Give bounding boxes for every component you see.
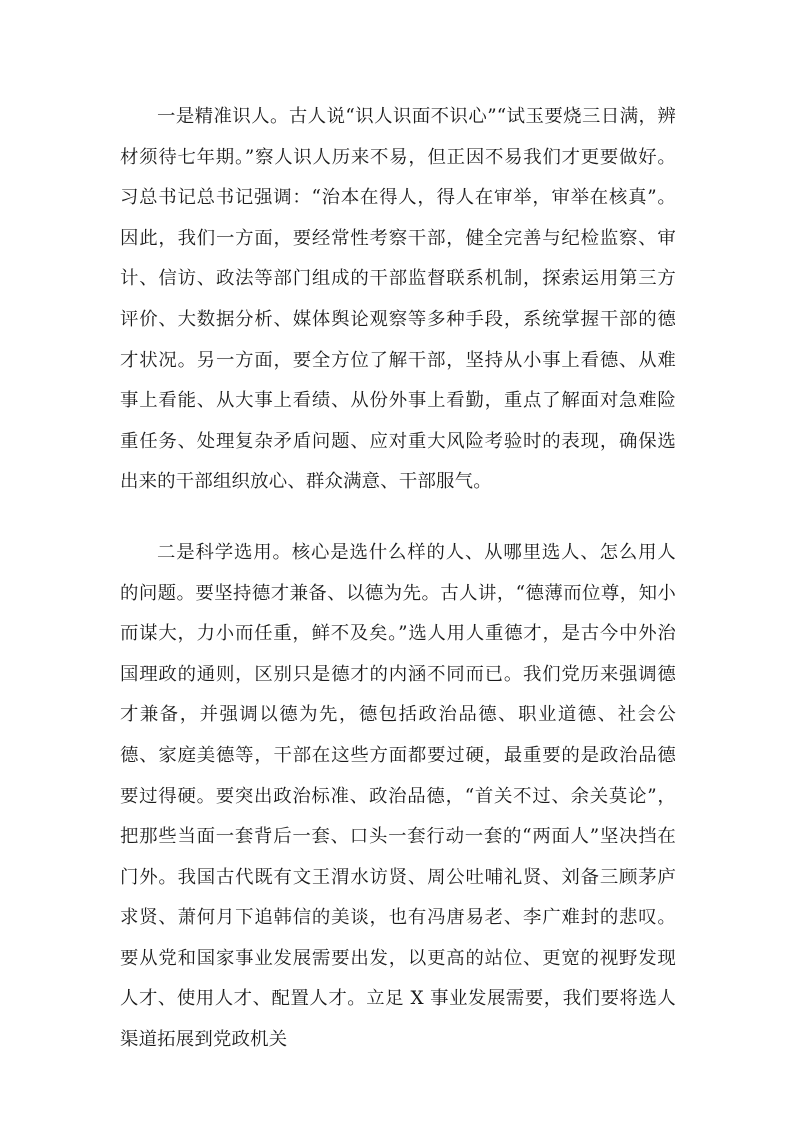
paragraph-scientific-selection: 二是科学选用。核心是选什么样的人、从哪里选人、怎么用人的问题。要坚持德才兼备、以德为先。古人讲，“德薄而位尊，知小而谋大，力小而任重，鲜不及矣。”选人用人重德才，是古今中外治国理政的通则，区别只是德才的内涵不同而已。我们党历来强调德才兼备，并强调以德为先，德包括政治品德、职业道德、社会公德、家庭美德等，干部在这些方面都要过硬，最重要的是政治品德要过得硬。要突出政治标准、政治品德，“首关不过、余关莫论”，把那些当面一套背后一套、口头一套行动一套的“两面人”坚决挡在门外。我国古代既有文王渭水访贤、周公吐哺礼贤、刘备三顾茅庐求贤、萧何月下追韩信的美谈，也有冯唐易老、李广难封的悲叹。要从党和国家事业发展需要出发，以更高的站位、更宽的视野发现人才、使用人才、配置人才。立足 X 事业发展需要，我们要将选人渠道拓展到党政机关 xyxy=(120,541,676,1051)
document-body xyxy=(120,97,676,1061)
paragraph-precise-identification: 一是精准识人。古人说“识人识面不识心”“试玉要烧三日满，辨材须待七年期。”察人识人历来不易，但正因不易我们才更要做好。习总书记总书记强调：“治本在得人，得人在审举，审举在核真”。因此，我们一方面，要经常性考察干部，健全完善与纪检监察、审计、信访、政法等部门组成的干部监督联系机制，探索运用第三方评价、大数据分析、媒体舆论观察等多种手段，系统掌握干部的德才状况。另一方面，要全方位了解干部，坚持从小事上看德、从难事上看能、从大事上看绩、从份外事上看勤，重点了解面对急难险重任务、处理复杂矛盾问题、应对重大风险考验时的表现，确保选出来的干部组织放心、群众满意、干部服气。 xyxy=(120,106,676,493)
